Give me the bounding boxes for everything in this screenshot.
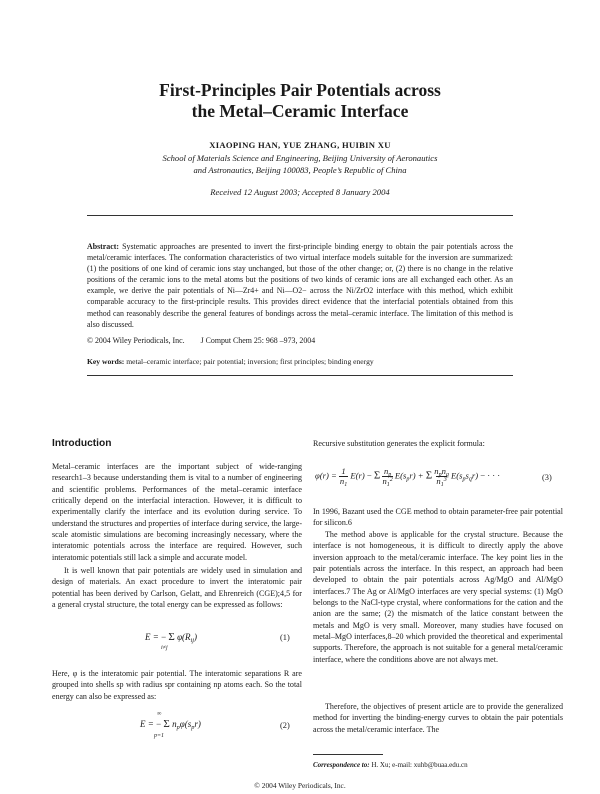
copyright-line [87, 336, 315, 345]
right-paragraph-4: Therefore, the objectives of present article are to provide the generalized method for inverting the binding-energy curves to obtain the pair potentials across the metal/ceramic interface. The [313, 702, 563, 734]
right-paragraph-2: In 1996, Bazant used the CGE method to obtain parameter-free pair potential for silicon.6 [313, 507, 563, 528]
left-column-p3-wrap [52, 668, 302, 702]
right-column-p3-wrap [313, 529, 563, 665]
abstract-label: Abstract: [87, 242, 119, 251]
keywords-label: Key words: [87, 357, 125, 366]
intro-paragraph-1: Metal–ceramic interfaces are the important subject of wide-ranging research1–3 because understanding them is vital to a number of engineering and scientific problems. Performances of the metal–ceramic interface critically depend on the interfacial interaction. However, it is difficult to experimentally clarify the interface and its evolution during service. To understand the structures and properties of interface during service, the large-scale atomistic simulations are becoming increasingly necessary, where the interatomic potentials across the interface are required. However, such interatomic potentials still lack a simple and accurate model. [52, 462, 302, 562]
left-column-p2-wrap [52, 565, 302, 610]
section-heading-introduction: Introduction [52, 438, 112, 449]
right-column-p2-wrap [313, 506, 563, 529]
right-column-p1-wrap [313, 438, 563, 449]
correspondence-text: H. Xu; e-mail: xuhb@buaa.edu.cn [371, 761, 468, 769]
right-paragraph-1: Recursive substitution generates the explicit formula: [313, 439, 485, 448]
abstract-rule [87, 375, 513, 376]
equation-1: E = − Σ $\varphi(R_{ij})$ i≠j [145, 631, 198, 651]
equation-3: φ(r) = 1 $n_1$ E(r) − Σ $n_p$ $n_1^2$ $E(s_pr) + \Sigma$ $n_pn_q$ $n_1^3$ $E(s_ps_qr)$ − · · · [315, 466, 501, 488]
author-list: XIAOPING HAN, YUE ZHANG, HUIBIN XU [209, 140, 391, 150]
affiliation-line-1: School of Materials Science and Engineering, Beijing University of Aeronautics [162, 153, 438, 163]
page-footer: © 2004 Wiley Periodicals, Inc. [254, 781, 346, 790]
abstract-text: Systematic approaches are presented to invert the first-principle binding energy to obtain the pair potentials across the metal/ceramic interfaces. The conformation characteristics of two virtual interface models suitable for the inversion are summarized: (1) the positions of one kind of ceramic ions stay unchanged, but those of the other change; or, (2) there is no change in the relative positions of the ceramic ions to the metal atoms but the positions of two kinds of ceramic ions are all exchanged each other. As an example, we derive the pair potentials of Ni—Zr4+ and Ni—O2− across the Ni/ZrO2 interface with this method, which exhibit comparable accuracy to the first-principle results. This provides direct evidence that the interfacial potentials obtained from this method can reasonably describe the general features of bondings across the metal–ceramic interface. The limitation of this method is also discussed. [87, 242, 513, 329]
affiliation [0, 152, 600, 176]
received-dates: Received 12 August 2003; Accepted 8 January 2004 [210, 187, 390, 197]
equation-1-number: (1) [280, 633, 290, 642]
left-column-p1-wrap [52, 461, 302, 563]
equation-3-number: (3) [542, 473, 552, 482]
title-line-2: the Metal–Ceramic Interface [191, 101, 409, 121]
journal-citation: J Comput Chem 25: 968 –973, 2004 [200, 336, 316, 345]
correspondence-label: Correspondence to: [313, 761, 370, 769]
equation-2-number: (2) [280, 721, 290, 730]
keywords-text: metal–ceramic interface; pair potential; inversion; first principles; binding energy [126, 357, 374, 366]
footnote-rule [313, 754, 383, 755]
abstract [87, 241, 513, 330]
intro-paragraph-3: Here, φ is the interatomic pair potential. The interatomic separations R are grouped into shells sp with radius spr containing np atoms each. So the total energy can also be expressed as: [52, 669, 302, 701]
copyright-notice: © 2004 Wiley Periodicals, Inc. [87, 336, 185, 345]
title-line-1: First-Principles Pair Potentials across [159, 80, 441, 100]
correspondence-note [313, 761, 468, 769]
affiliation-line-2: and Astronautics, Beijing 100083, People’s Republic of China [193, 165, 407, 175]
intro-paragraph-2: It is well known that pair potentials are widely used in simulation and design of materials. An exact procedure to invert the interatomic pair potential has been derived by Carlson, Gelatt, and Ehrenreich (CGE);4,5 for a general crystal structure, the total energy can be expressed as follows: [52, 566, 302, 610]
right-column-p4-wrap [313, 701, 563, 735]
paper-title [0, 80, 600, 122]
equation-2: E = − Σ $n_p\varphi(s_pr)$ ∞ p=1 [140, 711, 201, 739]
header-rule [87, 215, 513, 216]
keywords [87, 357, 374, 366]
right-paragraph-3: The method above is applicable for the crystal structure. Because the interface is not homogeneous, it is difficult to directly apply the above inversion approach to the metal/ceramic interface. The key point lies in the pair potentials across the interface. In this respect, an approach had been developed to obtain the pair potentials across Ag/MgO and Al/MgO interfaces.7 The Ag or Al/MgO interfaces are very special systems: (1) MgO belongs to the NaCl-type crystal, where conformations for the cation and the anion are the same; (2) the mismatch of the latice constant between the metals and MgO is very small. Moreover, many studies have focused on metal–MgO interfaces,8–20 which provided the theoretical and experimental supports. Therefore, the approach is not suitable for a general metal/ceramic interface, where the conditions above are not always met. [313, 530, 563, 664]
